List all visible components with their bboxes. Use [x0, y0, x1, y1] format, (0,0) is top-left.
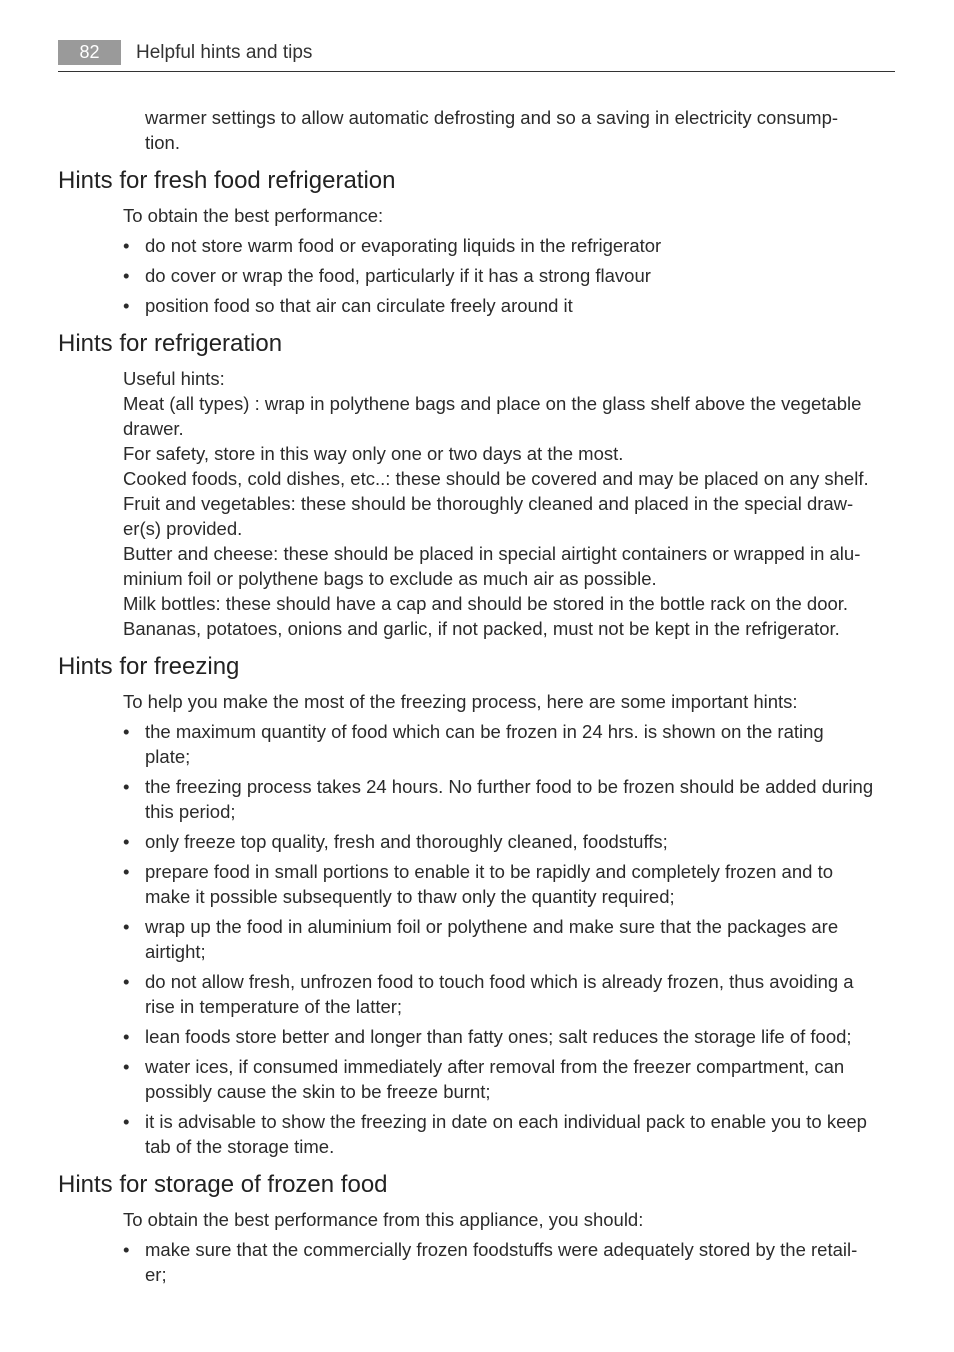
page-number: 82: [58, 40, 121, 65]
bullet-glyph: •: [123, 1239, 130, 1260]
list-item: only freeze top quality, fresh and thoroughly cleaned, foodstuffs;: [145, 831, 668, 852]
section-lead: To obtain the best performance:: [123, 205, 384, 226]
bullet-glyph: •: [123, 1026, 130, 1047]
section-heading: Hints for freezing: [58, 653, 240, 680]
page-header: [58, 40, 895, 72]
bullet-glyph: •: [123, 721, 130, 742]
section-heading: Hints for storage of frozen food: [58, 1171, 388, 1198]
list-item: do not store warm food or evaporating liquids in the refrigerator: [145, 235, 662, 256]
bullet-glyph: •: [123, 295, 130, 316]
list-item: it is advisable to show the freezing in date on each individual pack to enable you to keep: [145, 1111, 867, 1132]
body-line: Fruit and vegetables: these should be thoroughly cleaned and placed in the special draw-: [123, 493, 854, 514]
list-item-continuation: this period;: [145, 801, 236, 822]
list-item-continuation: make it possible subsequently to thaw only the quantity required;: [145, 886, 675, 907]
section-lead: To help you make the most of the freezing process, here are some important hints:: [123, 691, 798, 712]
body-line: For safety, store in this way only one or two days at the most.: [123, 443, 624, 464]
bullet-glyph: •: [123, 776, 130, 797]
list-item-continuation: tab of the storage time.: [145, 1136, 335, 1157]
list-item: make sure that the commercially frozen foodstuffs were adequately stored by the retail-: [145, 1239, 858, 1260]
body-line: Cooked foods, cold dishes, etc..: these should be covered and may be placed on any shelf.: [123, 468, 869, 489]
intro-line: warmer settings to allow automatic defrosting and so a saving in electricity consump-: [145, 107, 839, 128]
body-line: minium foil or polythene bags to exclude as much air as possible.: [123, 568, 657, 589]
body-line: drawer.: [123, 418, 184, 439]
section-heading: Hints for fresh food refrigeration: [58, 167, 396, 194]
intro-line: tion.: [145, 132, 180, 153]
body-line: Milk bottles: these should have a cap and should be stored in the bottle rack on the door.: [123, 593, 849, 614]
list-item: position food so that air can circulate freely around it: [145, 295, 573, 316]
bullet-glyph: •: [123, 1111, 130, 1132]
list-item-continuation: rise in temperature of the latter;: [145, 996, 403, 1017]
list-item: water ices, if consumed immediately after removal from the freezer compartment, can: [145, 1056, 845, 1077]
bullet-glyph: •: [123, 265, 130, 286]
list-item: prepare food in small portions to enable it to be rapidly and completely frozen and to: [145, 861, 833, 882]
list-item: the maximum quantity of food which can be frozen in 24 hrs. is shown on the rating: [145, 721, 824, 742]
body-line: Useful hints:: [123, 368, 225, 389]
bullet-glyph: •: [123, 235, 130, 256]
list-item: do not allow fresh, unfrozen food to touch food which is already frozen, thus avoiding a: [145, 971, 854, 992]
running-title: Helpful hints and tips: [136, 42, 313, 63]
body-line: er(s) provided.: [123, 518, 243, 539]
list-item: wrap up the food in aluminium foil or polythene and make sure that the packages are: [145, 916, 839, 937]
bullet-glyph: •: [123, 916, 130, 937]
bullet-glyph: •: [123, 831, 130, 852]
section-heading: Hints for refrigeration: [58, 330, 283, 357]
list-item: lean foods store better and longer than fatty ones; salt reduces the storage life of food;: [145, 1026, 852, 1047]
list-item-continuation: airtight;: [145, 941, 206, 962]
section-lead: To obtain the best performance from this appliance, you should:: [123, 1209, 644, 1230]
bullet-glyph: •: [123, 1056, 130, 1077]
bullet-glyph: •: [123, 861, 130, 882]
list-item-continuation: plate;: [145, 746, 191, 767]
body-line: Bananas, potatoes, onions and garlic, if not packed, must not be kept in the refrigerator.: [123, 618, 840, 639]
list-item-continuation: possibly cause the skin to be freeze burnt;: [145, 1081, 491, 1102]
bullet-glyph: •: [123, 971, 130, 992]
list-item: the freezing process takes 24 hours. No further food to be frozen should be added during: [145, 776, 874, 797]
list-item: do cover or wrap the food, particularly if it has a strong flavour: [145, 265, 651, 286]
list-item-continuation: er;: [145, 1264, 167, 1285]
body-line: Meat (all types) : wrap in polythene bags and place on the glass shelf above the vegetable: [123, 393, 862, 414]
body-line: Butter and cheese: these should be placed in special airtight containers or wrapped in alu-: [123, 543, 861, 564]
